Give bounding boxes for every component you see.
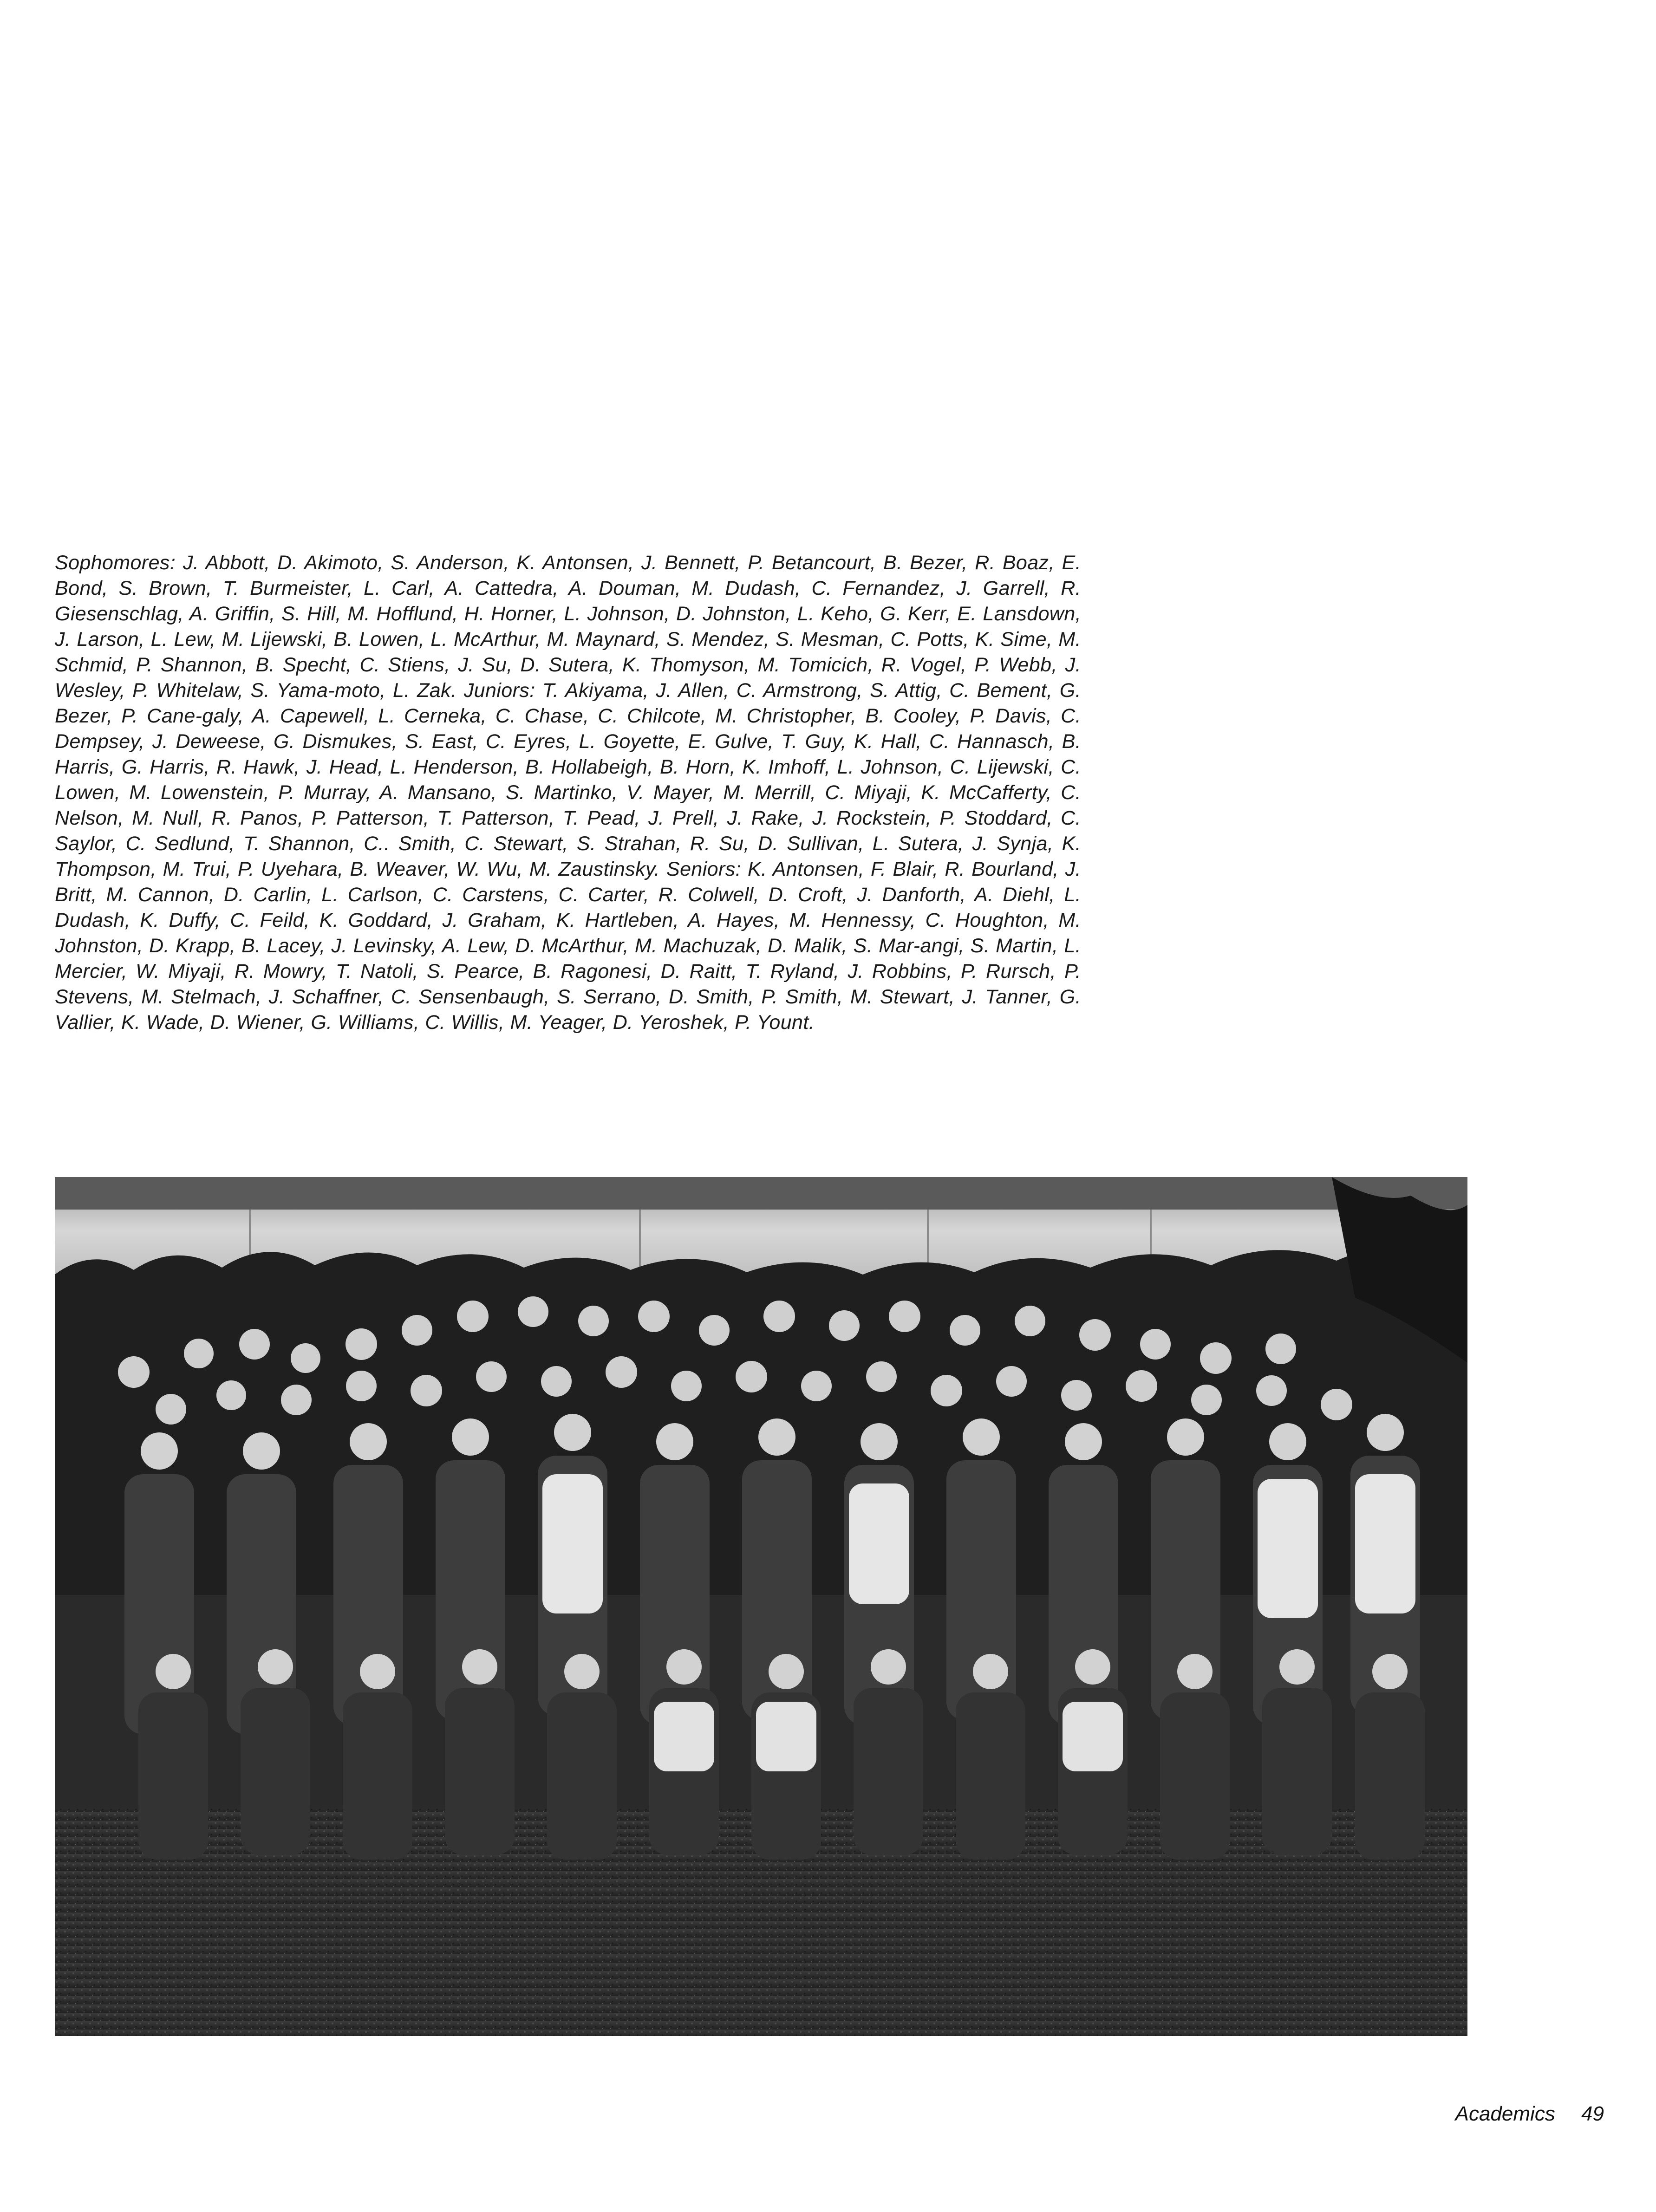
class-roster-caption [55,550,1081,1035]
seniors-names: K. Antonsen, F. Blair, R. Bourland, J. Britt, M. Cannon, D. Carlin, L. Carlson, C. Carstens, C. Carter, R. Colwell, D. Croft, J. Danforth, A. Diehl, L. Dudash, K. Duffy, C. Feild, K. Goddard, J. Graham, K. Hartleben, A. Hayes, M. Hennessy, C. Houghton, M. Johnston, D. Krapp, B. Lacey, J. Levinsky, A. Lew, D. McArthur, M. Machuzak, D. Malik, S. Mar-angi, S. Martin, L. Mercier, W. Miyaji, R. Mowry, T. Natoli, S. Pearce, B. Ragonesi, D. Raitt, T. Ryland, J. Robbins, P. Rursch, P. Stevens, M. Stelmach, J. Schaffner, C. Sensenbaugh, S. Serrano, D. Smith, P. Smith, M. Stewart, J. Tanner, G. Vallier, K. Wade, D. Wiener, G. Williams, C. Willis, M. Yeager, D. Yeroshek, P. Yount. [55,858,1081,1034]
juniors-names: T. Akiyama, J. Allen, C. Armstrong, S. Attig, C. Bement, G. Bezer, P. Cane-galy, A. Capewell, L. Cerneka, C. Chase, C. Chilcote, M. Christopher, B. Cooley, P. Davis, C. Dempsey, J. Deweese, G. Dismukes, S. East, C. Eyres, L. Goyette, E. Gulve, T. Guy, K. Hall, C. Hannasch, B. Harris, G. Harris, R. Hawk, J. Head, L. Henderson, B. Hollabeigh, B. Horn, K. Imhoff, L. Johnson, C. Lijewski, C. Lowen, M. Lowenstein, P. Murray, A. Mansano, S. Martinko, V. Mayer, M. Merrill, C. Miyaji, K. McCafferty, C. Nelson, M. Null, R. Panos, P. Patterson, T. Patterson, T. Pead, J. Prell, J. Rake, J. Rockstein, P. Stoddard, C. Saylor, C. Sedlund, T. Shannon, C.. Smith, C. Stewart, S. Strahan, R. Su, D. Sullivan, L. Sutera, J. Synja, K. Thompson, M. Trui, P. Uyehara, B. Weaver, W. Wu, M. Zaustinsky. [55,679,1081,880]
juniors-label: Juniors: [463,679,535,702]
sophomores-label: Sophomores: [55,552,176,574]
seniors-label: Seniors: [666,858,741,880]
sophomores-names: J. Abbott, D. Akimoto, S. Anderson, K. Antonsen, J. Bennett, P. Betancourt, B. Bezer, R. Boaz, E. Bond, S. Brown, T. Burmeister, L. Carl, A. Cattedra, A. Douman, M. Dudash, C. Fernandez, J. Garrell, R. Giesenschlag, A. Griffin, S. Hill, M. Hofflund, H. Horner, L. Johnson, D. Johnston, L. Keho, G. Kerr, E. Lansdown, J. Larson, L. Lew, M. Lijewski, B. Lowen, L. McArthur, M. Maynard, S. Mendez, S. Mesman, C. Potts, K. Sime, M. Schmid, P. Shannon, B. Specht, C. Stiens, J. Su, D. Sutera, K. Thomyson, M. Tomicich, R. Vogel, P. Webb, J. Wesley, P. Whitelaw, S. Yama-moto, L. Zak. [55,552,1081,702]
page-footer [1455,2102,1604,2126]
group-photo [55,1177,1467,2036]
roof-line [55,1177,1467,1210]
group-photo-drawing [55,1177,1467,2036]
section-title: Academics [1455,2102,1555,2125]
page-number: 49 [1581,2102,1604,2125]
